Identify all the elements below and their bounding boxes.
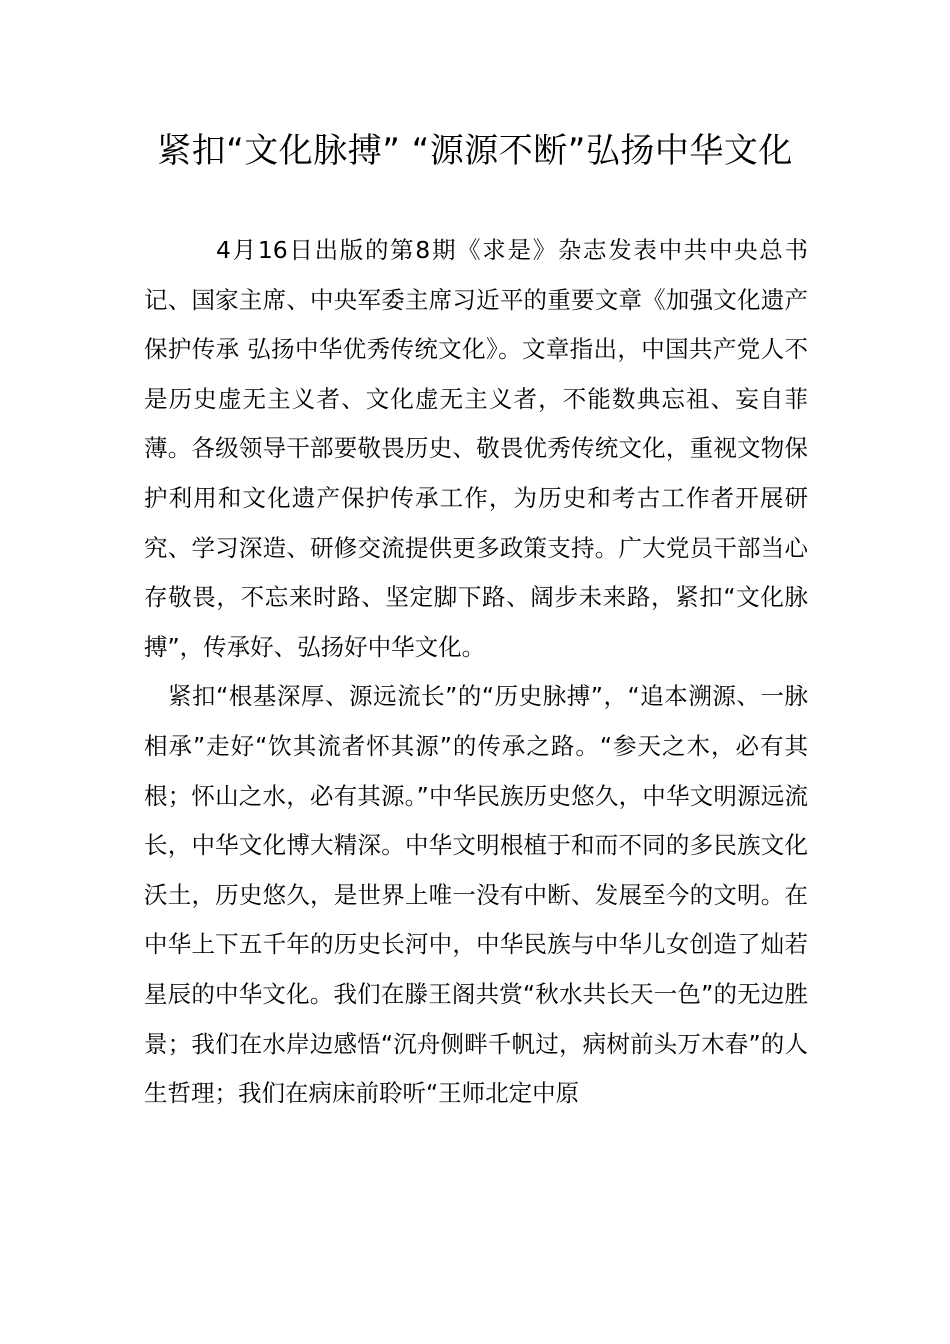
paragraph-1: 4月16日出版的第8期《求是》杂志发表中共中央总书记、国家主席、中央军委主席习近平的重要文章《加强文化遗产保护传承 弘扬中华优秀传统文化》。文章指出，中国共产党人不是历史虚无主义者、文化虚无主义者，不能数典忘祖、妄自菲薄。各级领导干部要敬畏历史、敬畏优秀传统文化，重视文物保护利用和文化遗产保护传承工作，为历史和考古工作者开展研究、学习深造、研修交流提供更多政策支持。广大党员干部当心存敬畏，不忘来时路、坚定脚下路、阔步未来路，紧扣“文化脉搏”，传承好、弘扬好中华文化。 [144,236,808,661]
paragraph-2: 紧扣“根基深厚、源远流长”的“历史脉搏”，“追本溯源、一脉相承”走好“饮其流者怀其源”的传承之路。“参天之木，必有其根；怀山之水，必有其源。”中华民族历史悠久，中华文明源远流长，中华文化博大精深。中华文明根植于和而不同的多民族文化沃土，历史悠久，是世界上唯一没有中断、发展至今的文明。在中华上下五千年的历史长河中，中华民族与中华儿女创造了灿若星辰的中华文化。我们在滕王阁共赏“秋水共长天一色”的无边胜景；我们在水岸边感悟“沉舟侧畔千帆过，病树前头万木春”的人生哲理；我们在病床前聆听“王师北定中原 [144,682,808,1108]
document-title: 紧扣“文化脉搏” “源源不断”弘扬中华文化 [157,131,793,171]
document-body [144,226,808,1119]
